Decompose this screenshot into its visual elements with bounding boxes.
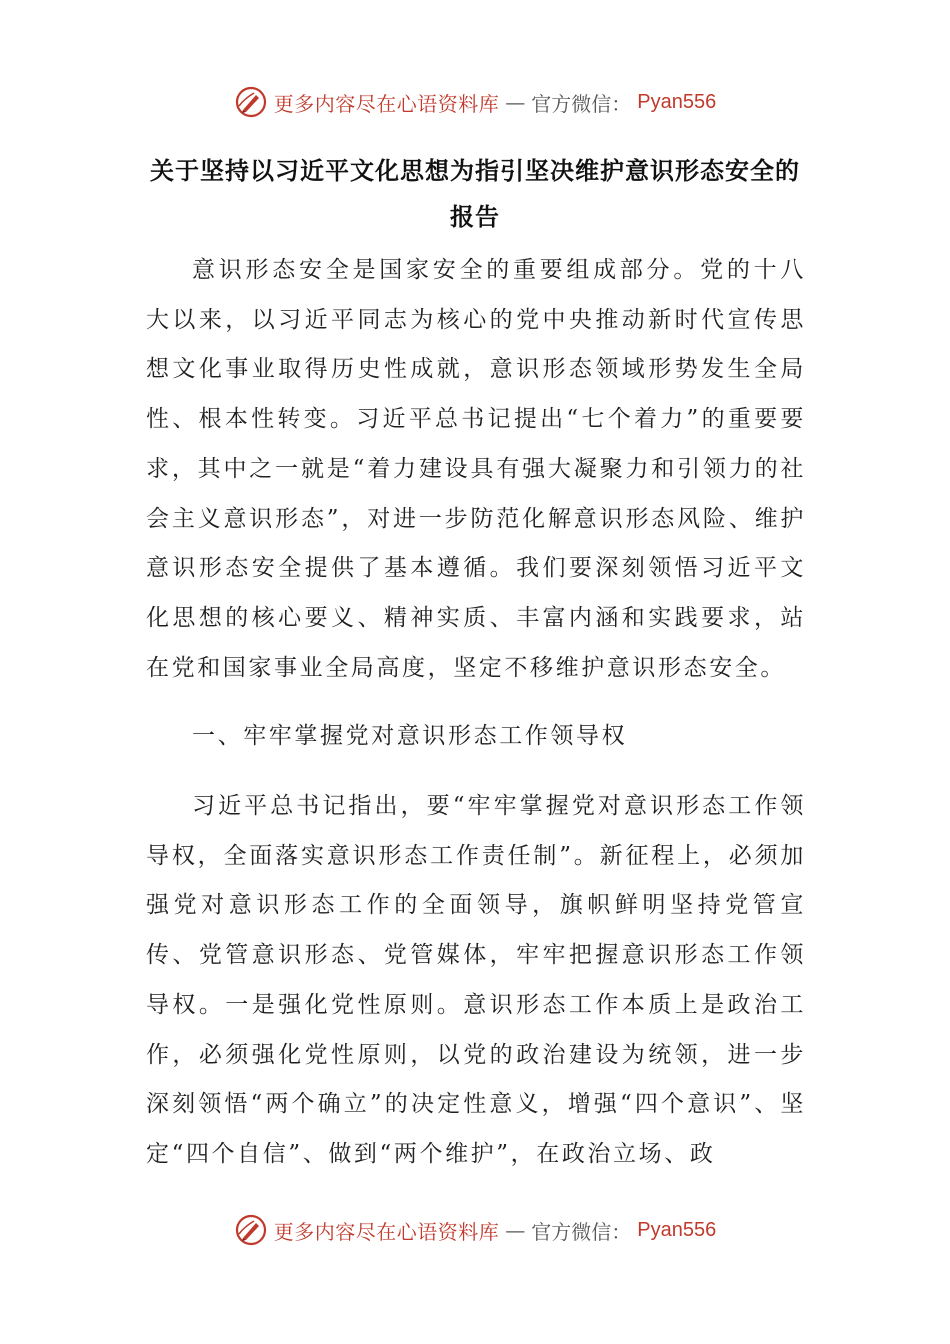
pen-logo-icon bbox=[234, 85, 268, 119]
pen-logo-icon bbox=[234, 1213, 268, 1247]
banner-account-label: 官方微信： bbox=[531, 1219, 632, 1244]
section-heading-1: 一、牢牢掌握党对意识形态工作领导权 bbox=[192, 723, 628, 749]
banner-main-text: 更多内容尽在心语资料库 bbox=[273, 1219, 500, 1244]
banner-account-id: Pyan556 bbox=[637, 90, 717, 113]
banner-separator: — bbox=[505, 90, 526, 114]
banner-account-label: 官方微信： bbox=[531, 91, 632, 116]
document-title: 关于坚持以习近平文化思想为指引坚决维护意识形态安全的报告 bbox=[150, 156, 800, 231]
paragraph-intro: 意识形态安全是国家安全的重要组成部分。党的十八大以来，以习近平同志为核心的党中央推动新时代宣传思想文化事业取得历史性成就，意识形态领域形势发生全局性、根本性转变。习近平总书记提出“七个着力”的重要要求，其中之一就是“着力建设具有强大凝聚力和引领力的社会主义意识形态”，对进一步防范化解意识形态风险、维护意识形态安全提供了基本遵循。我们要深刻领悟习近平文化思想的核心要义、精神实质、丰富内涵和实践要求，站在党和国家事业全局高度，坚定不移维护意识形态安全。 bbox=[146, 257, 806, 681]
paragraph-section-1: 习近平总书记指出，要“牢牢掌握党对意识形态工作领导权，全面落实意识形态工作责任制”。新征程上，必须加强党对意识形态工作的全面领导，旗帜鲜明坚持党管宣传、党管意识形态、党管媒体，牢牢把握意识形态工作领导权。一是强化党性原则。意识形态工作本质上是政治工作，必须强化党性原则，以党的政治建设为统领，进一步深刻领悟“两个确立”的决定性意义，增强“四个意识”、坚定“四个自信”、做到“两个维护”，在政治立场、政 bbox=[146, 793, 806, 1167]
banner-main-text: 更多内容尽在心语资料库 bbox=[273, 91, 500, 116]
footer-banner bbox=[0, 1210, 950, 1250]
header-banner bbox=[0, 82, 950, 122]
banner-separator: — bbox=[505, 1218, 526, 1242]
banner-account-id: Pyan556 bbox=[637, 1218, 717, 1241]
